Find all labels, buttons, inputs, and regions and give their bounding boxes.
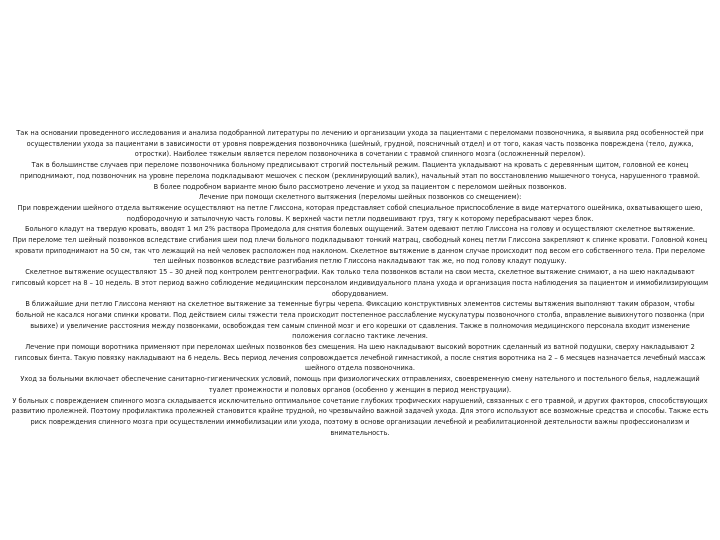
paragraph-10: Лечение при помощи воротника применяют при переломах шейных позвонков без смещения. На шею накладывают высокий воротник сделанный из ватной подушки, сверху накладывают 2 гипсовых бинта. Такую повязку накладывают на 6 недель. Весь период лечения сопровождается лечебной гимнастикой, а после снятия воротника на 2 – 6 месяцев назначается лечебный массаж шейного отдела позвоночника. bbox=[14, 343, 706, 373]
paragraph-8: Скелетное вытяжение осуществляют 15 – 30 дней под контролем рентгенографии. Как только тела позвонков встали на свои места, скелетное вытяжение снимают, а на шею накладывают гипсовый корсет на 8 – 10 недель. В этот период важно соблюдение медицинским персоналом индивидуального плана ухода и организация поста наблюдения за пациентом и иммобилизирующим оборудованием. bbox=[11, 268, 709, 298]
paragraph-5: При повреждении шейного отдела вытяжение осуществляют на петле Глиссона, которая представляет собой специальное приспособление в виде матерчатого ошейника, охватывающего шею, подбородочную и затылочную часть головы. К верхней части петли подвешивают груз, тягу к которому перебрасывают через блок. bbox=[17, 203, 703, 223]
paragraph-7: При переломе тел шейный позвонков вследствие сгибания шеи под плечи больного подкладывают тонкий матрац, свободный конец петли Глиссона закрепляют к спинке кровати. Головной конец кровати приподнимают на 50 см, так что лежащий на ней человек расположен под наклоном. Скелетное вытяжение в данном случае происходит под весом его собственного тела. При переломе тел шейных позвонков вследствие разгибания петлю Глиссона накладывают так же, но под голову кладут подушку. bbox=[12, 236, 708, 266]
paragraph-9: В ближайшие дни петлю Глиссона меняют на скелетное вытяжение за теменные бугры черепа. Фиксацию конструктивных элементов системы вытяжения выполняют таким образом, чтобы больной не касался ногами спинки кровати. Под действием силы тяжести тела происходит постепенное расслабление мускулатуры позвоночного столба, вправление вывихнутого позвонка (при вывихе) и увеличение расстояния между позвонками, освобождая тем самым спинной мозг и его корешки от сдавления. Также в полномочия медицинского персонала входит изменение положения согласно тактике лечения. bbox=[15, 300, 705, 341]
paragraph-3: В более подробном варианте мною было рассмотрено лечение и уход за пациентом с переломом шейных позвонков. bbox=[153, 182, 567, 191]
body-text bbox=[10, 128, 710, 438]
paragraph-2: Так в большинстве случаев при переломе позвоночника больному предписывают строгий постельный режим. Пациента укладывают на кровать с деревянным щитом, головной ее конец приподнимают, под позвоночник на уровне перелома подкладывают мешочек с песком (реклинирующий валик), начальный этап по восстановлению мышечного тонуса, нарушенного травмой. bbox=[20, 161, 700, 180]
paragraph-12: У больных с повреждением спинного мозга складывается исключительно оптимальное сочетание глубоких трофических нарушений, связанных с его травмой, и других факторов, способствующих развитию пролежней. Поэтому профилактика пролежней становится крайне трудной, но чрезвычайно важной задачей ухода. Для этого используют все возможные средства и способы. Также есть риск повреждения спинного мозга при осуществлении иммобилизации или ухода, поэтому в основе организации лечебной и реабилитационной деятельности важны профессионализм и внимательность. bbox=[11, 396, 709, 437]
paragraph-4: Лечение при помощи скелетного вытяжения (переломы шейных позвонков со смещением): bbox=[198, 193, 522, 202]
paragraph-11: Уход за больными включает обеспечение санитарно-гигиенических условий, помощь при физиологических отправлениях, своевременную смену нательного и постельного белья, надлежащий туалет промежности и половых органов (особенно у женщин в период менструации). bbox=[20, 375, 700, 394]
paragraph-6: Больного кладут на твердую кровать, вводят 1 мл 2% раствора Промедола для снятия болевых ощущений. Затем одевают петлю Глиссона на голову и осуществляют скелетное вытяжение. bbox=[24, 225, 696, 234]
paragraph-1: Так на основании проведенного исследования и анализа подобранной литературы по лечению и организации ухода за пациентами с переломами позвоночника, я выявила ряд особенностей при осуществлении ухода за пациентами в зависимости от уровня повреждения позвоночника (шейный, грудной, поясничный отдел) и от того, какая часть позвонка повреждена (тело, дужка, отростки). Наиболее тяжелым является перелом позвоночника в сочетании с травмой спинного мозга (осложненный перелом). bbox=[16, 129, 704, 159]
